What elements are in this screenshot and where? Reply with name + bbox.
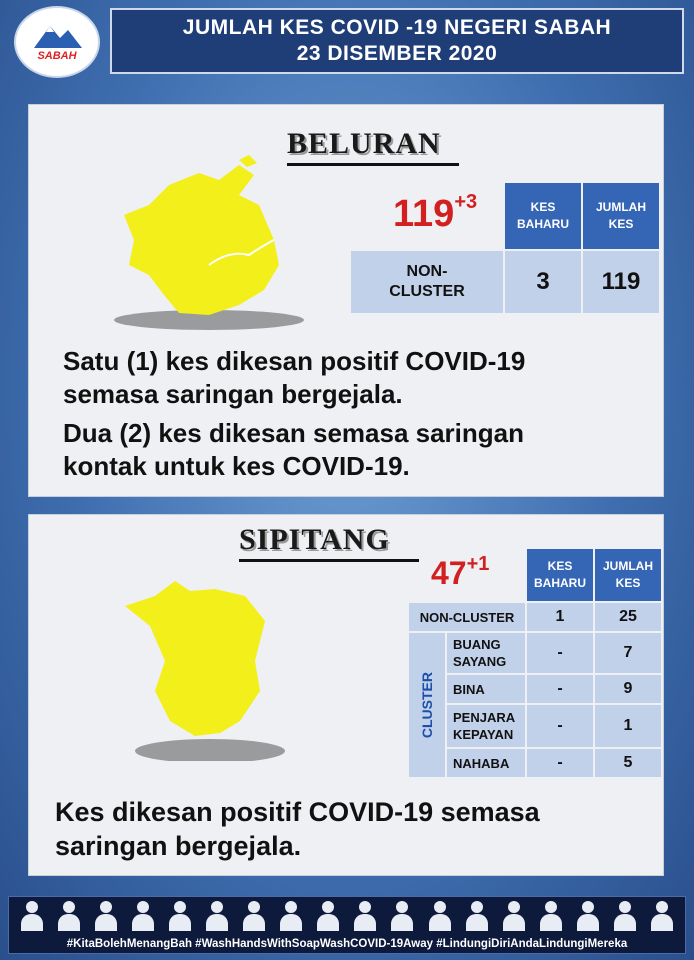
mountain-logo-icon [16,8,98,76]
logo-text: SABAH [37,50,77,62]
cluster-group-label: CLUSTER [409,633,445,777]
total-cases: 47 [431,555,467,591]
cluster-row-new: - [527,749,593,777]
beluran-text: Satu (1) kes dikesan positif COVID-19 semasa saringan bergejala. Dua (2) kes dikesan semasa saringan kontak untuk kes COVID-19. [63,346,526,481]
title-underline [239,559,419,562]
sipitang-panel [28,514,664,876]
cluster-row-name: BUANG SAYANG [447,633,525,673]
cluster-row-name: BINA [447,675,525,703]
total-cases: 119 [393,193,455,235]
value-total: 119 [583,251,659,313]
cluster-row-total: 9 [595,675,661,703]
cluster-row-new: - [527,705,593,747]
col-kes-baharu: KES BAHARU [505,183,581,249]
district-title: BELURAN [287,127,441,160]
title-banner [110,8,684,74]
noncluster-total: 25 [595,603,661,631]
col-jumlah-kes: JUMLAH KES [595,549,661,601]
cluster-row-name: NAHABA [447,749,525,777]
hashtags: #KitaBolehMenangBah #WashHandsWithSoapWashCOVID-19Away #LindungiDiriAndaLindungiMereka [66,938,628,950]
sipitang-map-icon [115,571,295,761]
cluster-row-name: PENJARA KEPAYAN [447,705,525,747]
row-non-cluster: NON- CLUSTER [351,251,503,313]
hashtag-footer [8,896,686,954]
row-non-cluster: NON-CLUSTER [409,603,525,631]
sipitang-table [407,547,663,779]
cluster-row-new: - [527,633,593,673]
district-title: SIPITANG [239,523,390,556]
new-cases: +3 [454,191,478,213]
sipitang-text: Kes dikesan positif COVID-19 semasa saringan bergejala. [55,797,540,861]
noncluster-new: 1 [527,603,593,631]
cluster-row-new: - [527,675,593,703]
beluran-map-icon [89,145,319,335]
col-jumlah-kes: JUMLAH KES [583,183,659,249]
cluster-row-total: 5 [595,749,661,777]
beluran-table [349,181,661,315]
value-new: 3 [505,251,581,313]
col-kes-baharu: KES BAHARU [527,549,593,601]
people-figures-icon [19,901,675,931]
beluran-panel [28,104,664,497]
date: 23 DISEMBER 2020 [296,42,498,65]
cluster-row-total: 1 [595,705,661,747]
sabah-logo [14,6,100,78]
new-cases: +1 [466,553,490,575]
cluster-row-total: 7 [595,633,661,673]
title: JUMLAH KES COVID -19 NEGERI SABAH [182,16,612,39]
